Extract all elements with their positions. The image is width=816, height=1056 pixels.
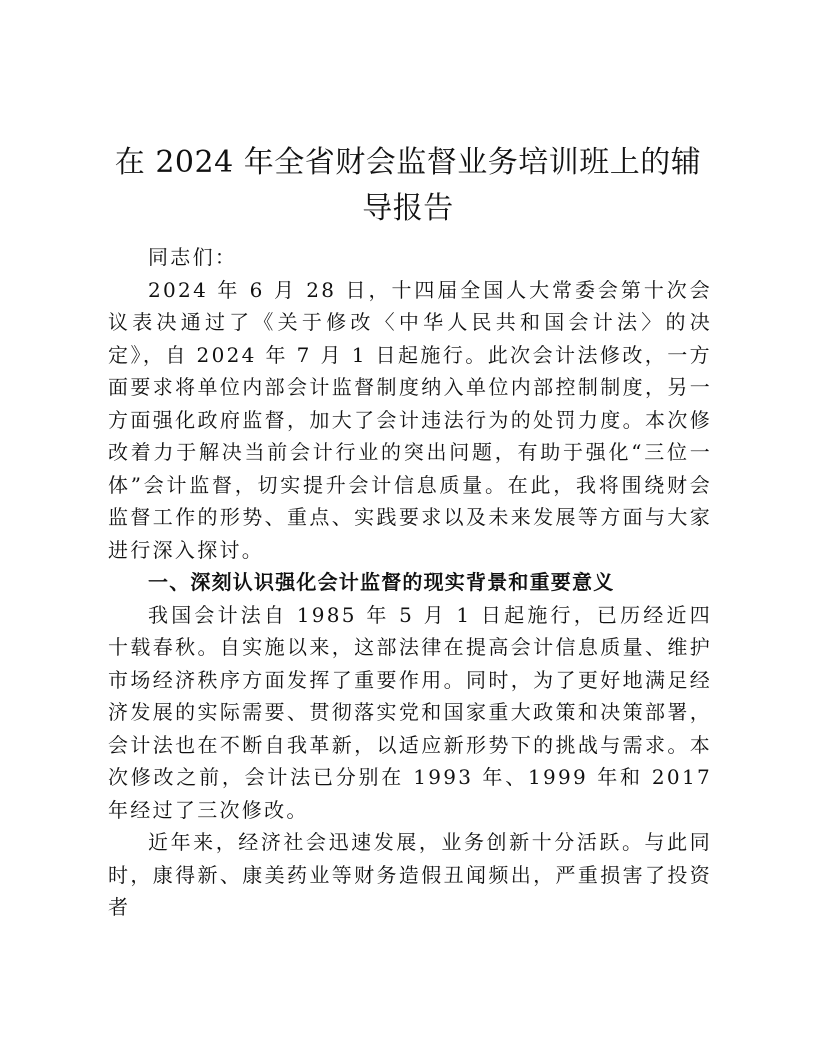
body-paragraph: 近年来，经济社会迅速发展，业务创新十分活跃。与此同时，康得新、康美药业等财务造假丑闻频出，严重损害了投资者 xyxy=(108,830,712,919)
salutation: 同志们： xyxy=(148,245,238,269)
section-heading: 一、深刻认识强化会计监督的现实背景和重要意义 xyxy=(148,570,615,594)
body-paragraph: 我国会计法自 1985 年 5 月 1 日起施行，已历经近四十载春秋。自实施以来，这部法律在提高会计信息质量、维护市场经济秩序方面发挥了重要作用。同时，为了更好地满足经济发展的实际需要、贯彻落实党和国家重大政策和决策部署，会计法也在不断自我革新，以适应新形势下的挑战与需求。本次修改之前，会计法已分别在 1993 年、1999 年和 2017 年经过了三次修改。 xyxy=(108,602,712,822)
document-body xyxy=(108,241,712,924)
document-title: 在 2024 年全省财会监督业务培训班上的辅导报告 xyxy=(114,145,702,226)
body-paragraph: 2024 年 6 月 28 日，十四届全国人大常委会第十次会议表决通过了《关于修改〈中华人民共和国会计法〉的决定》，自 2024 年 7 月 1 日起施行。此次会计法修改，一方面要求将单位内部会计监督制度纳入单位内部控制制度，另一方面强化政府监督，加大了会计违法行为的处罚力度。本次修改着力于解决当前会计行业的突出问题，有助于强化“三位一体”会计监督，切实提升会计信息质量。在此，我将围绕财会监督工作的形势、重点、实践要求以及未来发展等方面与大家进行深入探讨。 xyxy=(108,277,712,562)
